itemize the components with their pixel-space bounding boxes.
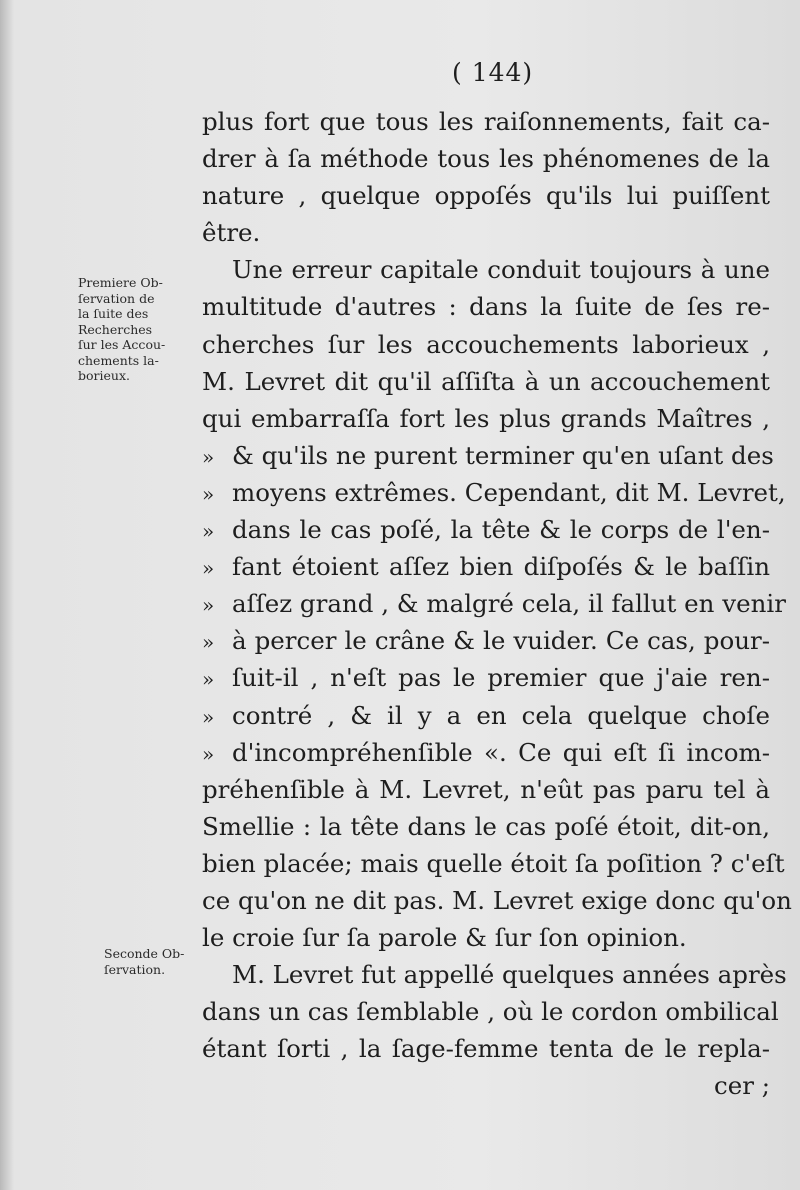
quoted-line: » contré , & il y a en cela quelque choſe (202, 697, 770, 734)
text-line: étant ſorti , la ſage-femme tenta de le repla- (202, 1034, 770, 1064)
quote-mark: » (202, 519, 215, 544)
page-number: ( 144) (452, 58, 534, 87)
margin-note-line: Premiere Ob- (78, 275, 163, 290)
quoted-line: » & qu'ils ne purent terminer qu'en uſant des (202, 437, 770, 474)
margin-note-line: chements la- (78, 352, 159, 368)
quoted-line: » fant étoient aſſez bien diſpoſés & le baſſin (202, 548, 770, 585)
text-line: nature , quelque oppoſés qu'ils lui puiſſent (202, 181, 770, 211)
quote-mark: » (202, 444, 215, 469)
margin-note-line: ſervation. (104, 961, 166, 977)
text-line: ce qu'on ne dit pas. M. Levret exige donc qu'on (202, 885, 792, 915)
quoted-line: » dans le cas poſé, la tête & le corps de l'en- (202, 511, 770, 548)
text-line: multitude d'autres : dans la ſuite de ſes re- (202, 292, 770, 322)
quoted-line: » moyens extrêmes. Cependant, dit M. Levret, (202, 474, 770, 511)
quote-mark: » (202, 481, 215, 506)
margin-note-line: la ſuite des (78, 306, 149, 321)
margin-note-line: ſervation de (78, 290, 155, 306)
margin-note-line: ſur les Accou- (78, 337, 166, 352)
text-line: être. (202, 218, 261, 248)
text-line: cherches ſur les accouchements laborieux , (202, 329, 770, 359)
body-text (202, 103, 792, 1105)
margin-note-line: Seconde Ob- (104, 946, 185, 961)
quote-mark: » (202, 593, 215, 618)
quoted-line: » d'incompréhenſible «. Ce qui eſt ſi incom- (202, 734, 770, 771)
catchword: cer ; (714, 1071, 770, 1101)
text-line: drer à ſa méthode tous les phénomenes de la (202, 144, 770, 174)
text-line: bien placée; mais quelle étoit ſa poſition ? c'eſt (202, 848, 785, 878)
quote-mark: » (202, 704, 215, 729)
text-line: le croie ſur ſa parole & ſur ſon opinion. (202, 923, 687, 953)
quote-mark: » (202, 667, 215, 692)
text-line: M. Levret fut appellé quelques années après (232, 960, 787, 990)
quote-mark: » (202, 556, 215, 581)
text-line: Smellie : la tête dans le cas poſé étoit, dit-on, (202, 811, 770, 841)
text-line: plus fort que tous les raiſonnements, fait ca- (202, 107, 770, 136)
margin-note-line: borieux. (78, 368, 130, 383)
quoted-line: » ſuit-il , n'eſt pas le premier que j'aie ren- (202, 659, 770, 696)
text-line: dans un cas ſemblable , où le cordon ombilical (202, 997, 779, 1027)
text-line: M. Levret dit qu'il aſſiſta à un accouchement (202, 366, 770, 396)
quoted-line: » aſſez grand , & malgré cela, il fallut en venir (202, 585, 770, 622)
text-line: qui embarraſſa fort les plus grands Maîtres , (202, 403, 770, 433)
quote-mark: » (202, 741, 215, 766)
text-line: préhenſible à M. Levret, n'eût pas paru tel à (202, 774, 770, 804)
margin-note-first-observation (78, 275, 198, 384)
quote-mark: » (202, 630, 215, 655)
margin-note-line: Recherches (78, 321, 153, 337)
text-line: Une erreur capitale conduit toujours à une (232, 255, 770, 285)
quoted-line: » à percer le crâne & le vuider. Ce cas, pour- (202, 622, 770, 659)
